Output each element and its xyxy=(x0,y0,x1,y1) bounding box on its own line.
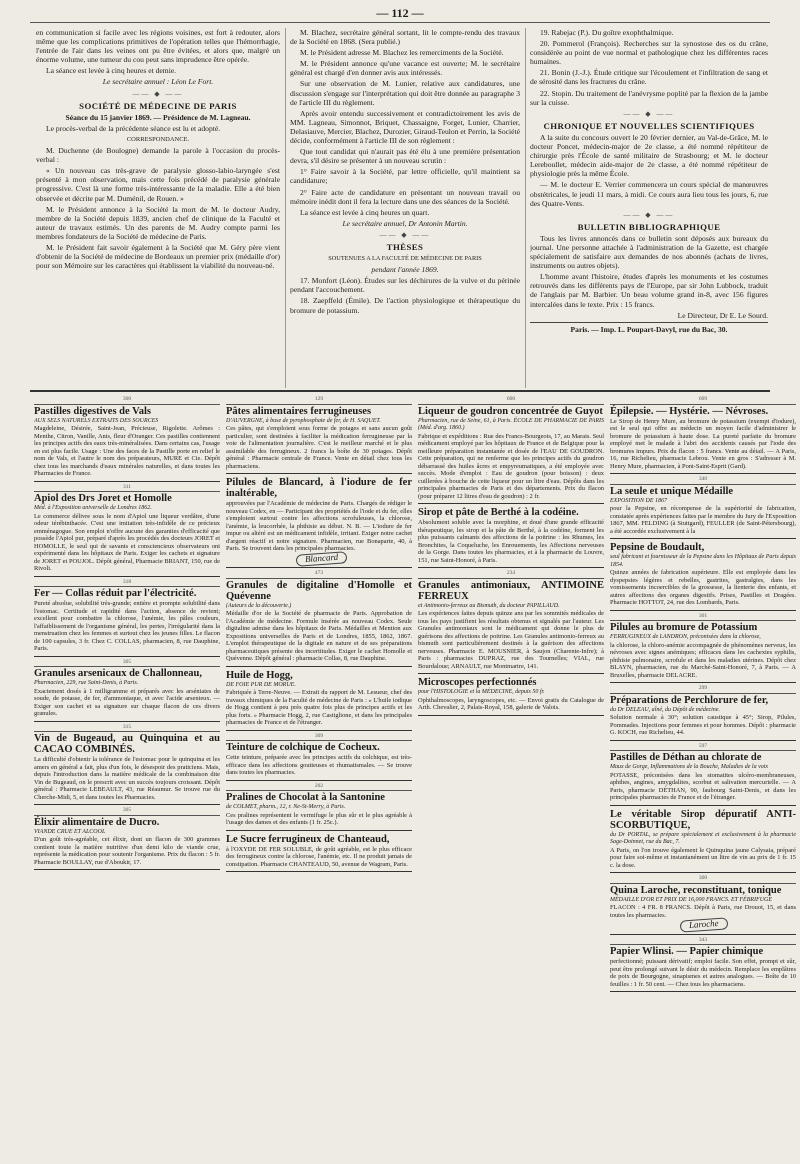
ad-subtitle: Pharmacien, 229, rue Saint-Denis, à Paris. xyxy=(34,680,139,686)
ad-title: Granules de digitaline d'Homolle et Quévenne xyxy=(226,579,412,602)
advertisement xyxy=(610,806,796,874)
ads-section-rule xyxy=(30,390,770,392)
ad-title: Granules arsenicaux de Challonneau, xyxy=(34,668,203,679)
paragraph: Sur une observation de M. Lunier, relative aux candidatures, une discussion s'engage sur l'interprétation qui doit être donnée au paragraphe 3 de l'article III du règlement. xyxy=(290,79,520,107)
ad-number: 343 xyxy=(610,937,796,946)
column-3 xyxy=(530,28,768,388)
ad-number: 234 xyxy=(418,570,604,579)
ad-title: Pâtes alimentaires ferrugineuses xyxy=(226,405,372,417)
ad-body: Pureté absolue, solubilité très-grande; entière et prompte solubilité dans l'estomac. Certitude et rapidité dans l'action, absence de revient; excellent pour combattre la chlorose, l'anémie, les pâles couleurs, l'affaiblissement de l'organisme général, les pertes, l'irrégularité dans la menstruation chez les femmes et surtout chez les jeunes filles. Le flacon de 100 capsules, 3 fr. Chez C. COLLAS, pharmacien, 8, rue Dauphine, Paris. xyxy=(34,600,220,652)
advertisement xyxy=(34,722,220,806)
ad-title: Le Sucre ferrugineux de Chanteaud, xyxy=(226,833,390,845)
ad-subtitle: DE FOIE PUR DE MORUE. xyxy=(226,681,296,688)
advertisement xyxy=(418,504,604,568)
ad-subtitle: Méd. à l'Exposition universelle de Londres 1862. xyxy=(34,505,152,511)
top-rule xyxy=(30,22,770,23)
ad-body: pour la Pepsine, en récompense de la supériorité de fabrication, constatée après expériences faites par le membre du Jury de l'Exposition 1867, MM. FELDING (à Stuttgard), FEULLER (de Saint-Pétersbourg), a été accordée exclusivement à la xyxy=(610,505,796,535)
ad-number: 202 xyxy=(226,783,412,792)
advertisement xyxy=(610,611,796,684)
advertisement xyxy=(226,394,412,474)
advertisement xyxy=(418,394,604,504)
paragraph: 2° Faire acte de candidature en présentant un nouveau travail ou mémoire inédit dont il fera la lecture dans une des séances de la Société. xyxy=(290,187,520,206)
ad-body: Absolument soluble avec la morphine, et doué d'une grande efficacité thérapeutique, les sirop et la pâte de Berthé, à la codéine, forment les plus puissants calmants des affections de la poitrine : les Rhumes, les Bronchites, la Coqueluche, les Enrouements, les Affections nerveuses de la Gorge. Dans toutes les pharmacies, et à la pharmacie du Louvre, 151, rue Saint-Honoré, à Paris. xyxy=(418,519,604,564)
ad-title: Préparations de Perchlorure de fer, xyxy=(610,694,769,706)
ad-subtitle: VIANDE CRUE ET ALCOOL xyxy=(34,828,106,835)
thesis-item: 18. Zaepffeld (Émile). De l'action physiologique et thérapeutique du bromure de potassium. xyxy=(290,296,520,315)
ornament-divider: —— ◆ —— xyxy=(623,109,675,118)
ad-body: FLACON : 4 FR. 8 FRANCS. Dépôt à Paris, rue Drouot, 15, et dans toutes les pharmacies. xyxy=(610,904,796,919)
ad-number: 315 xyxy=(34,724,220,733)
ad-body: Fabrique et expéditions : Rue des Francs-Bourgeois, 17, au Marais. Seul médicament employé par les hôpitaux de France et de Belgique pour la meilleure préparation instantanée et dosée de l'EAU DE GOUDRON. Cette préparation, qui ne renferme que les principes actifs du goudron débarrassé des huiles âcres et empyreumatiques, a été employée avec succès. Mode d'emploi : Eau de goudron (pour boisson) : deux cuillerées à bouche de cette liqueur pour un litre d'eau. Dépôts dans les principales pharmacies de Paris et des départements. Prix du flacon (pour préparer 12 litres d'eau de goudron) : 2 fr. xyxy=(418,432,604,500)
ad-subtitle: Maux de Gorge, Inflammations de la Bouche, Maladies de la voix xyxy=(610,764,769,770)
ad-number: 600 xyxy=(418,396,604,405)
ad-subtitle: seul fabricant et fournisseur de la Pepsine dans les Hôpitaux de Paris depuis 1854. xyxy=(610,554,796,568)
ad-number: 311 xyxy=(34,484,220,493)
ad-subtitle: AUX SELS NATURELS EXTRAITS DES SOURCES xyxy=(34,417,159,424)
paragraph: Le procès-verbal de la précédente séance est lu et adopté. xyxy=(46,123,221,133)
paragraph: M. le Président adresse M. Blachez les remerciments de la Société. xyxy=(300,48,504,58)
advertisement xyxy=(610,873,796,935)
paragraph: M. le Président annonce qu'une vacance est ouverte; M. le secrétaire général est chargé d'en donner avis aux intéressés. xyxy=(290,59,520,78)
ad-title: Huile de Hogg, xyxy=(226,669,293,681)
paragraph: Que tout candidat qui n'aurait pas été élu à une première présentation devra, s'il désire se présenter à un nouveau scrutin : xyxy=(290,147,520,166)
ad-title: Le véritable Sirop dépuratif ANTI-SCORBUTIQUE, xyxy=(610,808,796,831)
ad-body: Cette teinture, préparée avec les principes actifs du colchique, est très-efficace dans les affections goutteuses et rhumatismales. — Se trouve dans toutes les pharmacies. xyxy=(226,754,412,776)
page-number: — 112 — xyxy=(376,6,424,20)
column-divider xyxy=(285,28,286,388)
ads-column-3 xyxy=(418,394,604,1160)
ad-body: POTASSE, préconisées dans les stomatites ulcéro-membraneuses, aphthes, angines, amygdalites, scorbut et salivation mercurielle. — A Paris, pharmacie DÉTHAN, 90, faubourg Saint-Denis, et dans les principales pharmacies de France et de l'étranger. xyxy=(610,771,796,801)
ad-title: Pepsine de Boudault, xyxy=(610,542,705,553)
ad-number: 305 xyxy=(34,807,220,816)
ad-title: Pastilles de Déthan au chlorate de xyxy=(610,752,762,763)
ad-number: 473 xyxy=(226,570,412,579)
ad-body: Exactement dosés à 1 milligramme et préparés avec les arséniates de soude, de potasse, de fer, d'ammoniaque, et avec l'acide arsenieux. — Exiger son cachet et sa signature sur chaque flacon de ces divers granules. xyxy=(34,687,220,717)
thesis-item: 17. Monfort (Léon). Études sur les déchirures de la vulve et du périnée pendant l'accouchement. xyxy=(290,276,520,295)
advertisement xyxy=(610,741,796,806)
thesis-item: 21. Bonin (J.-J.). Étude critique sur l'écoulement et l'infiltration de sang et de sérosité dans les fractures du crâne. xyxy=(530,68,768,87)
paragraph: Après avoir entendu successivement et contradictoirement les avis de MM. Lagneau, Simonnot, Briquet, Chassaigne, Forget, Lunier, Charrier, Delasiauve, Mercier, Blachez, Durozier, Giraud-Teulon et Perrin, la Société décide, conformément à l'article III de son règlement : xyxy=(290,108,520,146)
ad-body: à l'OXYDE DE FER SOLUBLE, de goût agréable, est le plus efficace des ferrugineux contre la chlorose, l'anémie, etc. Il ne produit jamais de constipation. Pharmacie CHANTEAUD, 50, avenue de Wagram, Paris. xyxy=(226,845,412,868)
thesis-item: 20. Pommerol (François). Recherches sur la synostose des os du crâne, considérée au point de vue normal et pathologique chez les différentes races humaines. xyxy=(530,39,768,67)
section-title: CHRONIQUE ET NOUVELLES SCIENTIFIQUES xyxy=(543,120,755,131)
ad-title: Épilepsie. — Hystérie. — Névroses. xyxy=(610,405,769,417)
ad-subtitle: du Dr PORTAL, se prépare spécialement et exclusivement à la pharmacie Sage-Doinnet, rue du Bac, 7. xyxy=(610,831,796,845)
ad-subtitle: EXPOSITION DE 1867 xyxy=(610,497,667,504)
ad-subtitle: de COLMET, pharm., 12, r. Ne-St-Merry, à Paris. xyxy=(226,804,346,810)
signature-stamp: Laroche xyxy=(680,917,728,932)
ad-body: La difficulté d'obtenir la tolérance de l'estomac pour le quinquina et les amers en général a fait, plus d'un fois, le désespoir des praticiens. Mais, depuis l'introduction dans la matière médicale de la combinaison dite Vin de Bugeaud, on le prescrit avec un succès toujours croissant. Dépôt général : Pharmacie LEBEAULT, 43, rue Réaumur. Se trouve rue du Cherche-Midi, 5, et dans toutes les Pharmacies. xyxy=(34,756,220,801)
section-date: pendant l'année 1869. xyxy=(371,265,439,275)
signature-stamp: Blancard xyxy=(296,551,348,566)
ad-number: 597 xyxy=(610,743,796,752)
ornament-divider: —— ◆ —— xyxy=(623,210,675,219)
ad-body: Solution normale à 30°; solution caustique à 45°; Sirop, Pilules, Pommades. Injections pour femmes et pour hommes. Dépôt : pharmacie G. KOCH, rue Richelieu, 44. xyxy=(610,714,796,736)
paragraph: — M. le docteur E. Verrier commencera un cours spécial de manœuvres obstétricales, le jeudi 11 mars, à midi. Ce cours aura lieu tous les jours, 6, rue des Quatre-Vents. xyxy=(530,180,768,208)
ad-subtitle: pour l'HISTOLOGIE et la MÉDECINE, depuis 50 fr. xyxy=(418,689,545,695)
ad-body: A Paris, on l'on trouve également le Quinquina jaune Calysaia, préparé pour faire soi-même et instantanément un litre de vin au prix de 1 fr. 15 c. la dose. xyxy=(610,846,796,869)
advertisement xyxy=(610,394,796,474)
column-2 xyxy=(290,28,520,388)
advertisement xyxy=(226,667,412,731)
ad-title: Pralines de Chocolat à la Santonine xyxy=(226,792,385,803)
imprint-line: Paris. — Imp. L. Poupart-Davyl, rue du Bac, 30. xyxy=(530,322,768,334)
ornament-divider: —— ◆ —— xyxy=(379,230,431,239)
ad-body: approuvées par l'Académie de médecine de Paris. Chargés de rédiger le nouveau Codex, en — Participant des propriétés de l'iode et du fer, elles s'emploient surtout contre les affections scrofuleuses, la chlorose, l'anémie, la leucorrhée, la phthisie au début. N. B. — L'iodure de fer impur ou altéré est un médicament infidèle, irritant. Exiger notre cachet d'argent réactif et notre signature. Pharmacien, rue Bonaparte, 40, à Paris. Se trouvent dans les principales pharmacies. xyxy=(226,500,412,552)
advertisement xyxy=(34,577,220,657)
ad-title: Pastilles digestives de Vals xyxy=(34,405,151,417)
section-title: SOCIÉTÉ DE MÉDECINE DE PARIS xyxy=(79,100,237,111)
ad-number: 129 xyxy=(226,396,412,405)
ad-number: 609 xyxy=(610,396,796,405)
ad-number: 300 xyxy=(610,875,796,884)
ad-subtitle: (Auteurs de la découverte.) xyxy=(226,602,292,609)
ad-title: Fer — Collas réduit par l'électricité. xyxy=(34,588,197,599)
ad-number: 318 xyxy=(34,579,220,588)
ad-title: Papier Wlinsi. — Papier chimique xyxy=(610,946,764,957)
ad-title: Microscopes perfectionnés xyxy=(418,677,537,688)
ad-body: Fabriquée à Terre-Neuve. — Extrait du rapport de M. Lesueur, chef des travaux chimiques de la Faculté de médecine de Paris : « L'huile iodique de Hogg contient à peu près quatre fois plus de principes actifs et les plus forts. » Pharmacie Hogg, 2, rue Castiglione, et dans les principales pharmacies de France et de l'étranger. xyxy=(226,689,412,726)
ad-body: Ces pâtes, qui s'emploient sous forme de potages et sans aucun goût particulier, sont destinées à faciliter la médication ferrugineuse par la voie de l'alimentation journalière. C'est le meilleur marché et le plus assimilable des ferrugineux. 2 francs la boîte de 30 potages. Dépôt général : Pharmacie centrale de France. Vente en détail chez tous les pharmaciens. xyxy=(226,425,412,470)
ad-body: Quinze années de fabrication supérieure. Elle est employée dans les dyspepsies légères et rebelles, gastrites, gastralgies, dans les vomissements incoercibles de la grossesse, la lienterie des enfants, et autres affections des organes digestifs. Prises, Pastilles et Dragées. Pharmacie HOTTOT, 24, rue des Lombards, Paris. xyxy=(610,569,796,606)
ad-body: Magdeleine, Désirée, Saint-Jean, Précieuse, Rigolette. Arômes : Menthe, Citron, Vanille, Anis, fleur d'Oranger. Ces pastilles contiennent les principes actifs des eaux très-minéralisées. Dans certains cas, l'usage en est plus facile. Usage : Une des faces de la Pastille porte en relief le nom de Vals, et l'autre le nom des préparateurs, MURE et Cie. Dépôt chez tous les marchands d'eaux minérales naturelles, et dans toutes les Pharmacies de France. xyxy=(34,425,220,477)
advertisement xyxy=(610,539,796,611)
ad-body: Ces pralines représentent le vermifuge le plus sûr et le plus agréable à l'usage des dames et des enfants (1 fr. 25c.). xyxy=(226,811,412,826)
advertisement xyxy=(610,935,796,993)
ornament-divider: —— ◆ —— xyxy=(132,89,184,98)
ad-number: 340 xyxy=(610,476,796,485)
advertisement xyxy=(418,674,604,716)
advertisement xyxy=(610,474,796,539)
ad-number: 309 xyxy=(226,733,412,742)
ad-body: D'un goût très-agréable, cet élixir, dont un flacon de 300 grammes contient toute la matière nutritive d'un demi kilo de viande crue, représente la médication pour soutenir l'organisme. Prix du flacon : 5 fr. Pharmacie BOULLAY, rue d'Aboukir, 17. xyxy=(34,836,220,866)
ad-title: Teinture de colchique de Cocheux. xyxy=(226,742,380,753)
thesis-item: 19. Rabejac (P.). Du goître exophthalmique. xyxy=(540,28,674,37)
session-heading: Séance du 15 janvier 1869. — Présidence de M. Lagneau. xyxy=(65,112,251,122)
column-1 xyxy=(36,28,280,388)
advertisement xyxy=(226,781,412,831)
advertisement xyxy=(226,831,412,873)
ad-subtitle: Pharmacien, rue de Seine, 61, à Paris. ÉCOLE DE PHARMACIE DE PARIS (Méd. d'arg. 1860.) xyxy=(418,417,604,431)
ad-number: 300 xyxy=(34,396,220,405)
signature: Le secrétaire annuel : Léon Le Fort. xyxy=(102,77,214,87)
ad-subtitle: D'AUVERGNE, à base de pyrophosphate de fer, de H. SAQUET. xyxy=(226,417,381,424)
paragraph: La séance est levée à cinq heures et demie. xyxy=(46,66,177,76)
ad-subtitle: MÉDAILLE D'OR ET PRIX DE 16,000 FRANCS. ET FÉBRIFUGE xyxy=(610,896,773,903)
ad-title: Apiol des Drs Joret et Homolle xyxy=(34,493,172,504)
ad-title: Élixir alimentaire de Ducro. xyxy=(34,816,160,828)
paragraph: 1° Faire savoir à la Société, par lettre officielle, qu'il maintient sa candidature; xyxy=(290,167,520,186)
ad-subtitle: du Dr DELEAU, aîné, du Dépôt de médecine. xyxy=(610,706,720,713)
signature: Le secrétaire annuel, Dr Antonin Martin. xyxy=(342,218,468,228)
ad-number: 301 xyxy=(610,613,796,622)
advertisement xyxy=(34,482,220,577)
ad-subtitle: et Antimonio-ferreux au Bismuth, du docteur PAPILLAUD. xyxy=(418,602,560,609)
advertisement xyxy=(34,394,220,482)
section-title: BULLETIN BIBLIOGRAPHIQUE xyxy=(577,221,721,232)
ad-number: 299 xyxy=(610,685,796,694)
advertisement xyxy=(418,568,604,674)
ad-title: La seule et unique Médaille xyxy=(610,485,734,497)
paragraph: en communication si facile avec les régions voisines, est fort à redouter, alors même que les complications primitives de l'opération telles que l'hémorrhagie, l'entrée de l'air dans les veines ont pu être évitées, et alors que, malgré un énorme volume, une tumeur du cou peut sans imprudence être opérée. xyxy=(36,28,280,65)
ad-title: Quina Laroche, reconstituant, tonique xyxy=(610,884,782,896)
thesis-item: 22. Stopin. Du traitement de l'anévrysme poplité par la flexion de la jambe sur la cuisse. xyxy=(530,88,768,107)
ad-title: Granules antimoniaux, ANTIMOINE FERREUX xyxy=(418,579,604,602)
section-title: THÈSES xyxy=(386,241,424,252)
paragraph: M. Duchenne (de Boulogne) demande la parole à l'occasion du procès-verbal : xyxy=(36,146,280,165)
paragraph: M. le Président fait savoir également à la Société que M. Géry père vient d'obtenir de la Société de médecine de Bordeaux un premier prix (médaille d'or) pour son Mémoire sur les caractères qui établissent la viabilité du nouveau-né. xyxy=(36,242,280,271)
section-subtitle: SOUTENUES A LA FACULTÉ DE MÉDECINE DE PARIS xyxy=(328,255,482,263)
ad-body: Médaille d'or de la Société de pharmacie de Paris. Approbation de l'Académie de médecine. Formule insérée au nouveau Codex. Seule digitaline admise dans les hôpitaux de Paris. Médailles et Mention aux Expositions universelles de Paris et de Londres, 1855, 1862, 1867. L'emploi thérapeutique de la digitale en nature et de ses préparations pharmaceutiques présente des incertitudes. Exiger le cachet Homolle et Quévenne. Dépôt général : pharmacie Collas, 8, rue Dauphine. xyxy=(226,610,412,662)
ad-body: Le Sirop de Henry Mure, au bromure de potassium (exempt d'iodure), est le seul qui offre au médecin un moyen facile d'administrer le bromure de potassium à haute dose. La pureté parfaite du bromure employé met le malade à l'abri des accidents causés par l'iode des bromures impurs. Prix du flacon : 5 francs. Vente au détail. — A Paris, 16, rue Richelieu, pharmacie Lebrou. Vente en gros : S'adresser à M. Henry Mure, pharmacien, à Pont-Saint-Esprit (Gard). xyxy=(610,417,796,470)
ads-column-2 xyxy=(226,394,412,1160)
ad-title: Vin de Bugeaud, au Quinquina et au CACAO COMBINÉS. xyxy=(34,733,220,755)
ad-title: Pilules de Blancard, à l'iodure de fer inaltérable, xyxy=(226,477,412,499)
advertisement xyxy=(34,805,220,870)
column-divider xyxy=(525,28,526,388)
paragraph: La séance est levée à cinq heures un quart. xyxy=(300,207,430,217)
advertisement xyxy=(226,568,412,667)
advertisement xyxy=(34,657,220,722)
ad-title: Liqueur de goudron concentrée de Guyot xyxy=(418,405,603,417)
ad-body: Ophthalmoscopes, laryngoscopes, etc. — Envoi gratis du Catalogue de Arth. Chevalier, 2, Palais-Royal, 158, galerie de Valois. xyxy=(418,696,604,711)
paragraph: M. Blachez, secrétaire général sortant, lit le compte-rendu des travaux de la Société en 1868. (Sera publié.) xyxy=(290,28,520,47)
paragraph: L'homme avant l'histoire, études d'après les monuments et les costumes retrouvés dans les différents pays de l'Europe, par sir John Lubbock, traduit de l'anglais par M. Barbier. Un beau volume grand in-8, avec 156 figures intercalées dans le texte. Prix : 15 francs. xyxy=(530,272,768,309)
ad-body: Les expériences faites depuis quinze ans par les sommités médicales de tous les pays justifient les résultats obtenus et signalés par l'auteur. Les Granules antimoniaux sont le médicament qui donne le plus de guérisons des affections de poitrine. Les Granules antimonio-ferreux au bismuth sont particulièrement destinés à la guérison des affections nerveuses. Pharmacie E. MOUSNIER, à Saujon (Charente-Infre); à Paris : pharmacies DUPRAZ, rue des Tournelles; VIAL, rue Bourdaloue; ARNAULT, rue Montmartre, 141. xyxy=(418,610,604,670)
ad-body: perfectionné; puissant dérivatif; emploi facile. Son effet, prompt et sûr, peut être prolongé suivant le désir du médecin. Remplace les emplâtres de poix de Bourgogne, sinapismes et autres analogues. — Boîte de 10 feuilles : 1 fr. 50 cent. — Chez tous les pharmaciens. xyxy=(610,958,796,988)
paragraph: « Un nouveau cas très-grave de paralysie glosso-labio-laryngée s'est présenté à mon observation, mais cette fois précédé de paralysie générale progressive. C'est là une forme très-intéressante de la maladie. Elle a été bien observée et décrite par M. Duménil, de Rouen. » xyxy=(36,166,280,203)
paragraph: A la suite du concours ouvert le 20 février dernier, au Val-de-Grâce, M. le docteur Poncet, médecin-major de 2e classe, a été nommé répétiteur de chirurgie près l'École de santé militaire de Strasbourg; et M. le docteur Lereboullet, médecin aide-major de 2e classe, a été nommé répétiteur de physiologie près la même École. xyxy=(530,132,768,179)
advertisement xyxy=(610,683,796,741)
ad-number: 305 xyxy=(34,659,220,668)
ad-body: Le commerce délivre sous le nom d'Apiol une liqueur verdâtre, d'une odeur térébinthacée. C'est une imitation très-infidèle de ce précieux emménagogue. Son emploi n'offre aucune des garanties d'efficacité que possède l'Apiol pur, préparé d'après les procédés des docteurs JORET et HOMOLLE, le seul qui de savants et consciencieux observateurs ont expérimenté dans les hôpitaux de Paris. Exiger les cachets et signature de JORET et POUJOL. Dépôt général, Pharmacie BRIANT, 150, rue de Rivoli. xyxy=(34,512,220,572)
ads-column-4 xyxy=(610,394,796,1160)
advertisement xyxy=(226,731,412,781)
ads-column-1 xyxy=(34,394,220,1160)
advertisement xyxy=(226,474,412,568)
subsection-title: CORRESPONDANCE. xyxy=(126,135,190,143)
ad-body: la chlorose, la chloro-anémie accompagnée de phénomènes nerveux, les névroses avec signes anémiques; efficaces dans les cachexies syphilis, phthisie pulmonaire, scrofule et dans les maladies utérines. Dépôt chez BLAYN, pharmacien, rue du Marché-Saint-Honoré, 7, à Paris. — A Bruxelles, pharmacie DELACRE. xyxy=(610,641,796,679)
paragraph: Tous les livres annoncés dans ce bulletin sont déposés aux bureaux du journal. Une personne attachée à l'administration de la Gazette, est chargée spécialement de satisfaire aux demandes de nos abonnés (achats de livres, instruments ou autres objets). xyxy=(530,233,768,271)
ad-title: Sirop et pâte de Berthé à la codéine. xyxy=(418,507,579,518)
ad-title: Pilules au bromure de Potassium xyxy=(610,622,758,633)
ad-subtitle: FERRUGINEUX de LANDRON, préconisées dans la chlorose, xyxy=(610,634,761,640)
director-line: Le Directeur, Dr E. Le Sourd. xyxy=(677,310,768,320)
paragraph: M. le Président annonce à la Société la mort de M. le docteur Audry, membre de la Société depuis 1839, ancien chef de clinique de la Faculté et auteur de travaux estimés. Un des parents de M. Audry compte parmi les membres fondateurs de la Société de médecine de Paris. xyxy=(36,204,280,241)
